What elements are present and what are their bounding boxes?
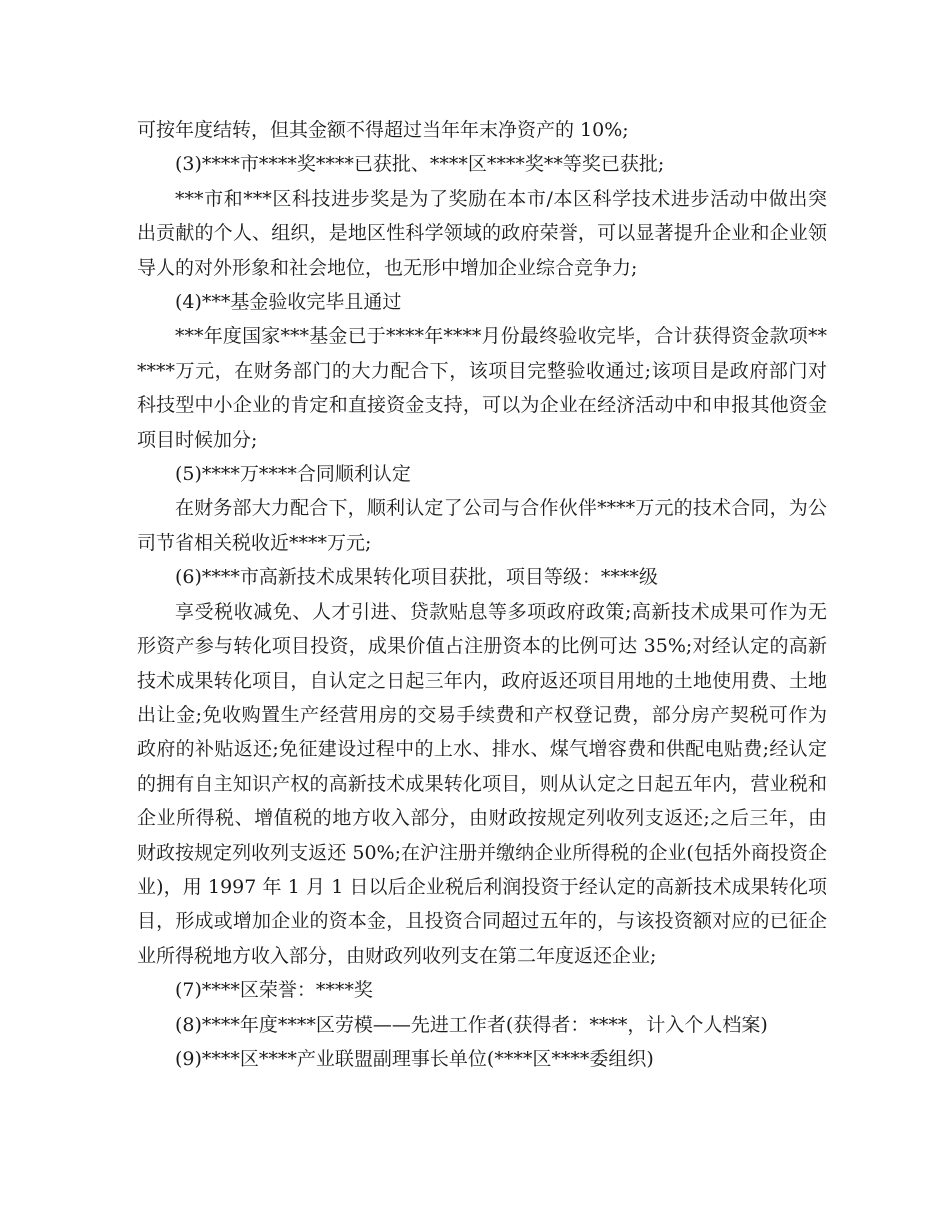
paragraph-7: 在财务部大力配合下，顺利认定了公司与合作伙伴****万元的技术合同，为公司节省相关税收近****万元; (137, 497, 827, 554)
document-body (137, 113, 827, 1076)
paragraph-9: 享受税收减免、人才引进、贷款贴息等多项政府政策;高新技术成果可作为无形资产参与转化项目投资，成果价值占注册资本的比例可达 35%;对经认定的高新技术成果转化项目，自认定之日起三年内，政府返还项目用地的土地使用费、土地出让金;免收购置生产经营用房的交易手续费和产权登记费，部分房产契税可作为政府的补贴返还;免征建设过程中的上水、排水、煤气增容费和供配电贴费;经认定的拥有自主知识产权的高新技术成果转化项目，则从认定之日起五年内，营业税和企业所得税、增值税的地方收入部分，由财政按规定列收列支返还;之后三年，由财政按规定列收列支返还 50%;在沪注册并缴纳企业所得税的企业(包括外商投资企业)，用 1997 年 1 月 1 日以后企业税后利润投资于经认定的高新技术成果转化项目，形成或增加企业的资本金，且投资合同超过五年的，与该投资额对应的已征企业所得税地方收入部分，由财政列收列支在第二年度返还企业; (137, 600, 827, 967)
paragraph-5: ***年度国家***基金已于****年****月份最终验收完毕，合计获得资金款项******万元，在财务部门的大力配合下，该项目完整验收通过;该项目是政府部门对科技型中小企业的肯定和直接资金支持，可以为企业在经济活动中和申报其他资金项目时候加分; (137, 325, 827, 451)
list-item-8-heading: (8)****年度****区劳模——先进工作者(获得者：****，计入个人档案) (175, 1013, 768, 1036)
list-item-4-heading: (4)***基金验收完毕且通过 (175, 291, 402, 314)
paragraph-1: 可按年度结转，但其金额不得超过当年年末净资产的 10%; (137, 119, 629, 141)
paragraph-3: ***市和***区科技进步奖是为了奖励在本市/本区科学技术进步活动中做出突出贡献的个人、组织，是地区性科学领域的政府荣誉，可以显著提升企业和企业领导人的对外形象和社会地位，也无形中增加企业综合竞争力; (137, 187, 827, 279)
list-item-7-heading: (7)****区荣誉：****奖 (175, 979, 373, 1002)
list-item-9-heading: (9)****区****产业联盟副理事长单位(****区****委组织) (175, 1047, 654, 1070)
list-item-5-heading: (5)****万****合同顺利认定 (175, 463, 411, 486)
list-item-3-heading: (3)****市****奖****已获批、****区****奖**等奖已获批; (175, 153, 665, 176)
list-item-6-heading: (6)****市高新技术成果转化项目获批，项目等级：****级 (175, 566, 658, 589)
